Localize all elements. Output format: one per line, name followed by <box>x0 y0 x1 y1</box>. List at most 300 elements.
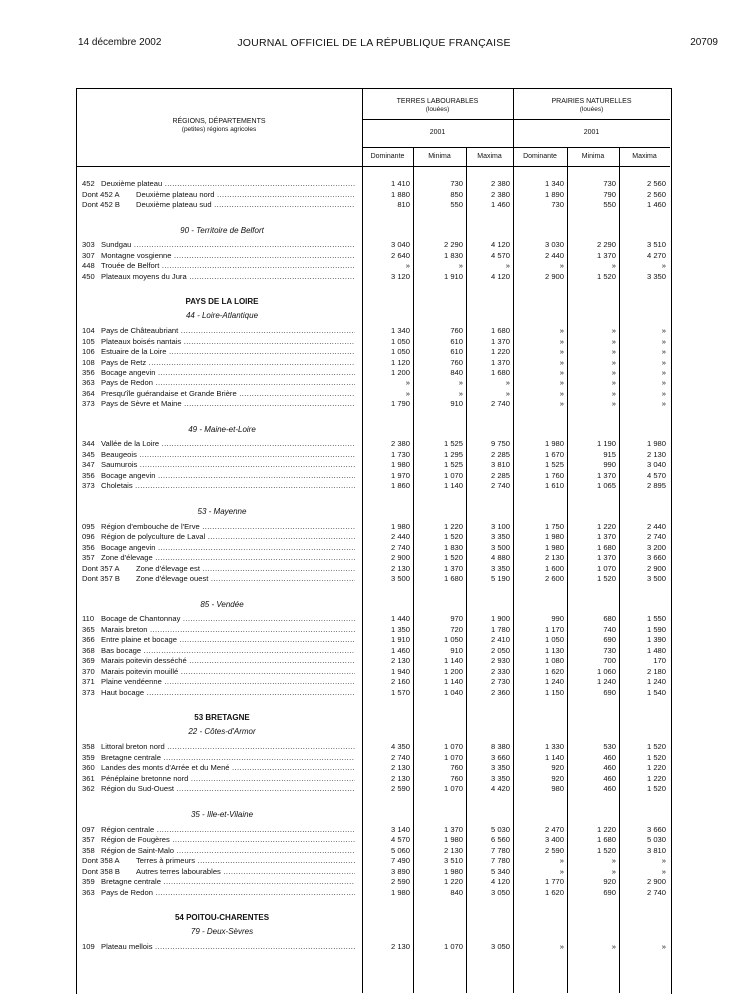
value-cell: 3 350 <box>490 564 510 573</box>
value-cell: » <box>661 389 666 398</box>
value-cell: 1 780 <box>490 625 510 634</box>
value-cell: 1 525 <box>443 460 463 469</box>
value-cell: 1 980 <box>544 439 564 448</box>
value-cell: 920 <box>551 774 564 783</box>
region-name: Marais poitevin mouillé ..... <box>101 667 355 676</box>
value-cell: » <box>505 389 510 398</box>
value-cell: 1 980 <box>390 522 410 531</box>
value-cell: 690 <box>603 635 616 644</box>
value-cell: 1 040 <box>443 688 463 697</box>
value-cell: 4 350 <box>390 742 410 751</box>
value-cell: 1 760 <box>544 471 564 480</box>
region-name: Région de polyculture de Laval ..... <box>101 532 355 541</box>
value-cell: 3 350 <box>490 532 510 541</box>
value-cell: » <box>611 337 616 346</box>
value-cell: 1 200 <box>390 368 410 377</box>
table-row <box>0 625 748 635</box>
region-name: Marais breton ..... <box>101 625 355 634</box>
department-heading: 85 - Vendée <box>200 600 244 609</box>
region-name: Estuaire de la Loire ..... <box>101 347 355 356</box>
region-name: Bocage angevin ..... <box>101 471 355 480</box>
value-cell: 3 100 <box>490 522 510 531</box>
value-cell: 2 900 <box>646 877 666 886</box>
department-heading: 90 - Territoire de Belfort <box>180 226 264 235</box>
value-cell: » <box>559 337 564 346</box>
value-cell: » <box>458 378 463 387</box>
table-row <box>0 942 748 952</box>
column-header-minima: Minima <box>428 153 451 160</box>
region-code: 360 <box>82 763 95 772</box>
table-row <box>0 543 748 553</box>
value-cell: 1 080 <box>544 656 564 665</box>
value-cell: 1 190 <box>596 439 616 448</box>
value-cell: 1 890 <box>544 190 564 199</box>
value-cell: 2 560 <box>646 190 666 199</box>
value-cell: 990 <box>603 460 616 469</box>
value-cell: » <box>611 347 616 356</box>
prairies-naturelles-header: PRAIRIES NATURELLES <box>551 98 632 105</box>
value-cell: 2 640 <box>390 251 410 260</box>
value-cell: 760 <box>450 763 463 772</box>
region-name: Bretagne centrale ..... <box>101 877 355 886</box>
region-code: 357 <box>82 553 95 562</box>
value-cell: 1 170 <box>544 625 564 634</box>
region-code: Dont 357 B <box>82 574 120 583</box>
region-name: Zone d'élevage est ..... <box>136 564 355 573</box>
value-cell: 3 200 <box>646 543 666 552</box>
table-row <box>0 646 748 656</box>
value-cell: 1 860 <box>390 481 410 490</box>
column-header-dominante: Dominante <box>370 153 405 160</box>
value-cell: 1 570 <box>390 688 410 697</box>
region-name: Bocage angevin ..... <box>101 368 355 377</box>
region-code: 095 <box>82 522 95 531</box>
region-code: 373 <box>82 688 95 697</box>
value-cell: 990 <box>551 614 564 623</box>
value-cell: 460 <box>603 774 616 783</box>
value-cell: 2 360 <box>490 688 510 697</box>
value-cell: » <box>611 399 616 408</box>
value-cell: 915 <box>603 450 616 459</box>
value-cell: 730 <box>450 179 463 188</box>
value-cell: 840 <box>450 888 463 897</box>
table-row <box>0 358 748 368</box>
value-cell: 760 <box>450 774 463 783</box>
value-cell: 2 900 <box>544 272 564 281</box>
region-code: 359 <box>82 753 95 762</box>
value-cell: » <box>611 856 616 865</box>
value-cell: 2 740 <box>390 543 410 552</box>
region-name: Pays de Sèvre et Maine ..... <box>101 399 355 408</box>
value-cell: 1 340 <box>390 326 410 335</box>
value-cell: 2 470 <box>544 825 564 834</box>
value-cell: 3 500 <box>646 574 666 583</box>
value-cell: 4 120 <box>490 877 510 886</box>
region-name: Choletais ..... <box>101 481 355 490</box>
value-cell: 1 050 <box>390 347 410 356</box>
value-cell: 2 180 <box>646 667 666 676</box>
value-cell: 1 980 <box>646 439 666 448</box>
value-cell: 4 120 <box>490 240 510 249</box>
table-row <box>0 200 748 210</box>
table-row <box>0 835 748 845</box>
region-name: Région centrale ..... <box>101 825 355 834</box>
table-row <box>0 877 748 887</box>
value-cell: » <box>661 261 666 270</box>
year-header: 2001 <box>583 129 600 136</box>
value-cell: » <box>661 942 666 951</box>
department-heading: 79 - Deux-Sèvres <box>190 927 254 936</box>
value-cell: 1 980 <box>443 835 463 844</box>
table-row <box>0 389 748 399</box>
region-name: Autres terres labourables ..... <box>136 867 355 876</box>
table-row <box>0 784 748 794</box>
value-cell: 1 140 <box>443 656 463 665</box>
value-cell: 3 500 <box>490 543 510 552</box>
region-code: 359 <box>82 877 95 886</box>
value-cell: 1 370 <box>443 825 463 834</box>
value-cell: 3 510 <box>443 856 463 865</box>
value-cell: 1 970 <box>390 471 410 480</box>
value-cell: 1 980 <box>443 867 463 876</box>
value-cell: » <box>559 389 564 398</box>
table-row <box>0 347 748 357</box>
table-row <box>0 856 748 866</box>
value-cell: 2 290 <box>443 240 463 249</box>
table-row <box>0 846 748 856</box>
value-cell: 3 350 <box>490 763 510 772</box>
value-cell: 1 070 <box>443 471 463 480</box>
value-cell: 1 520 <box>596 846 616 855</box>
value-cell: 1 390 <box>646 635 666 644</box>
region-name: Plateaux boisés nantais ..... <box>101 337 355 346</box>
value-cell: » <box>611 358 616 367</box>
value-cell: 1 520 <box>596 272 616 281</box>
table-row <box>0 574 748 584</box>
region-name: Littoral breton nord ..... <box>101 742 355 751</box>
value-cell: 550 <box>450 200 463 209</box>
region-heading: 54 POITOU-CHARENTES <box>174 913 270 922</box>
value-cell: 980 <box>551 784 564 793</box>
region-name: Deuxième plateau ..... <box>101 179 355 188</box>
table-row <box>0 656 748 666</box>
value-cell: 920 <box>551 763 564 772</box>
value-cell: 1 440 <box>390 614 410 623</box>
value-cell: 2 895 <box>646 481 666 490</box>
table-row <box>0 481 748 491</box>
column-header-dominante: Dominante <box>523 153 557 160</box>
value-cell: 1 790 <box>390 399 410 408</box>
value-cell: 700 <box>603 656 616 665</box>
region-code: 307 <box>82 251 95 260</box>
value-cell: 690 <box>603 888 616 897</box>
value-cell: » <box>559 358 564 367</box>
department-heading: 49 - Maine-et-Loire <box>188 425 256 434</box>
journal-title: JOURNAL OFFICIEL DE LA RÉPUBLIQUE FRANÇAISE <box>237 37 511 49</box>
value-cell: 4 420 <box>490 784 510 793</box>
value-cell: 740 <box>603 625 616 634</box>
value-cell: 1 220 <box>490 347 510 356</box>
value-cell: 170 <box>653 656 666 665</box>
value-cell: 3 890 <box>390 867 410 876</box>
region-code: 109 <box>82 942 95 951</box>
value-cell: 810 <box>397 200 410 209</box>
region-name: Pays de Châteaubriant ..... <box>101 326 355 335</box>
department-heading: 44 - Loire-Atlantique <box>185 311 259 320</box>
region-code: 448 <box>82 261 95 270</box>
value-cell: 3 810 <box>646 846 666 855</box>
value-cell: 2 440 <box>544 251 564 260</box>
region-code: 373 <box>82 399 95 408</box>
value-cell: 2 130 <box>646 450 666 459</box>
value-cell: » <box>559 378 564 387</box>
value-cell: » <box>661 378 666 387</box>
value-cell: 730 <box>603 646 616 655</box>
region-name: Deuxième plateau sud ..... <box>136 200 355 209</box>
value-cell: 3 140 <box>390 825 410 834</box>
value-cell: 1 610 <box>544 481 564 490</box>
value-cell: 1 770 <box>544 877 564 886</box>
value-cell: 3 040 <box>646 460 666 469</box>
region-code: Dont 358 B <box>82 867 120 876</box>
region-name: Landes des monts d'Arrée et du Mené ..... <box>101 763 355 772</box>
value-cell: 3 120 <box>390 272 410 281</box>
value-cell: 1 460 <box>646 200 666 209</box>
region-code: 105 <box>82 337 95 346</box>
value-cell: 1 980 <box>544 532 564 541</box>
region-code: 364 <box>82 389 95 398</box>
prairies-naturelles-subheader: (louées) <box>579 106 604 113</box>
table-row <box>0 753 748 763</box>
header-divider <box>362 147 670 148</box>
region-code: Dont 452 A <box>82 190 120 199</box>
value-cell: 1 220 <box>646 774 666 783</box>
region-code: Dont 357 A <box>82 564 120 573</box>
region-name: Région d'embouche de l'Erve ..... <box>101 522 355 531</box>
region-name: Pénéplaine bretonne nord ..... <box>101 774 355 783</box>
table-row <box>0 439 748 449</box>
value-cell: 4 570 <box>390 835 410 844</box>
value-cell: 1 370 <box>490 337 510 346</box>
value-cell: » <box>611 261 616 270</box>
region-name: Entre plaine et bocage ..... <box>101 635 355 644</box>
table-row <box>0 553 748 563</box>
table-row <box>0 471 748 481</box>
value-cell: 1 410 <box>390 179 410 188</box>
value-cell: 8 380 <box>490 742 510 751</box>
value-cell: 1 140 <box>443 481 463 490</box>
value-cell: » <box>405 378 410 387</box>
value-cell: 2 130 <box>544 553 564 562</box>
value-cell: » <box>661 326 666 335</box>
header-bottom-rule <box>76 166 670 167</box>
value-cell: 1 240 <box>646 677 666 686</box>
value-cell: 1 070 <box>443 742 463 751</box>
value-cell: 1 620 <box>544 667 564 676</box>
value-cell: 1 680 <box>490 326 510 335</box>
region-code: 303 <box>82 240 95 249</box>
value-cell: 2 440 <box>390 532 410 541</box>
value-cell: 1 240 <box>544 677 564 686</box>
value-cell: » <box>458 261 463 270</box>
region-name: Région du Sud-Ouest ..... <box>101 784 355 793</box>
value-cell: 550 <box>603 200 616 209</box>
table-row <box>0 251 748 261</box>
region-name: Zone d'élevage ouest ..... <box>136 574 355 583</box>
page-date: 14 décembre 2002 <box>78 37 162 48</box>
value-cell: 3 050 <box>490 888 510 897</box>
value-cell: 5 060 <box>390 846 410 855</box>
value-cell: 910 <box>450 399 463 408</box>
table-row <box>0 532 748 542</box>
value-cell: 2 050 <box>490 646 510 655</box>
value-cell: 690 <box>603 688 616 697</box>
table-row <box>0 742 748 752</box>
region-code: 450 <box>82 272 95 281</box>
region-name: Zone d'élevage ..... <box>101 553 355 562</box>
value-cell: » <box>559 867 564 876</box>
region-name: Plaine vendéenne ..... <box>101 677 355 686</box>
region-name: Terres à primeurs ..... <box>136 856 355 865</box>
value-cell: 3 350 <box>646 272 666 281</box>
value-cell: 4 270 <box>646 251 666 260</box>
value-cell: 1 900 <box>490 614 510 623</box>
value-cell: » <box>661 856 666 865</box>
value-cell: 1 140 <box>544 753 564 762</box>
region-code: 369 <box>82 656 95 665</box>
value-cell: 1 220 <box>443 522 463 531</box>
value-cell: 7 490 <box>390 856 410 865</box>
table-row <box>0 677 748 687</box>
value-cell: 1 350 <box>390 625 410 634</box>
value-cell: 5 340 <box>490 867 510 876</box>
value-cell: 4 120 <box>490 272 510 281</box>
value-cell: 1 070 <box>443 942 463 951</box>
region-code: 362 <box>82 784 95 793</box>
region-code: 368 <box>82 646 95 655</box>
value-cell: 1 370 <box>443 564 463 573</box>
value-cell: 460 <box>603 784 616 793</box>
value-cell: 3 660 <box>646 825 666 834</box>
value-cell: 730 <box>551 200 564 209</box>
value-cell: » <box>611 326 616 335</box>
terres-labourables-subheader: (louées) <box>425 106 450 113</box>
value-cell: 2 130 <box>390 763 410 772</box>
value-cell: » <box>505 261 510 270</box>
value-cell: 4 570 <box>490 251 510 260</box>
region-name: Montagne vosgienne ..... <box>101 251 355 260</box>
value-cell: 7 780 <box>490 856 510 865</box>
value-cell: » <box>559 942 564 951</box>
region-column-header: RÉGIONS, DÉPARTEMENTS <box>172 118 266 125</box>
value-cell: 1 680 <box>596 543 616 552</box>
value-cell: 2 740 <box>646 888 666 897</box>
region-code: 361 <box>82 774 95 783</box>
value-cell: 1 590 <box>646 625 666 634</box>
value-cell: 2 130 <box>443 846 463 855</box>
value-cell: 1 880 <box>390 190 410 199</box>
region-name: Bocage de Chantonnay ..... <box>101 614 355 623</box>
value-cell: 680 <box>603 614 616 623</box>
region-name: Plateaux moyens du Jura ..... <box>101 272 355 281</box>
value-cell: 1 200 <box>443 667 463 676</box>
region-code: 358 <box>82 846 95 855</box>
value-cell: 2 730 <box>490 677 510 686</box>
table-row <box>0 261 748 271</box>
value-cell: 2 380 <box>490 190 510 199</box>
value-cell: 2 410 <box>490 635 510 644</box>
value-cell: 1 330 <box>544 742 564 751</box>
value-cell: 1 680 <box>490 368 510 377</box>
value-cell: 790 <box>603 190 616 199</box>
region-name: Pays de Redon ..... <box>101 888 355 897</box>
value-cell: 2 590 <box>390 784 410 793</box>
region-name: Bas bocage ..... <box>101 646 355 655</box>
value-cell: 3 350 <box>490 774 510 783</box>
region-name: Région de Saint-Malo ..... <box>101 846 355 855</box>
header-divider <box>362 119 670 120</box>
region-code: 104 <box>82 326 95 335</box>
value-cell: 2 130 <box>390 942 410 951</box>
value-cell: » <box>611 368 616 377</box>
department-heading: 22 - Côtes-d'Armor <box>188 727 256 736</box>
region-code: 097 <box>82 825 95 834</box>
value-cell: 720 <box>450 625 463 634</box>
value-cell: » <box>661 337 666 346</box>
value-cell: » <box>611 942 616 951</box>
value-cell: 1 065 <box>596 481 616 490</box>
value-cell: 1 550 <box>646 614 666 623</box>
value-cell: 3 040 <box>390 240 410 249</box>
value-cell: 3 500 <box>390 574 410 583</box>
region-name: Beaugeois ..... <box>101 450 355 459</box>
value-cell: 2 130 <box>390 656 410 665</box>
table-row <box>0 825 748 835</box>
value-cell: 850 <box>450 190 463 199</box>
value-cell: 910 <box>450 646 463 655</box>
region-code: 371 <box>82 677 95 686</box>
value-cell: 2 380 <box>390 439 410 448</box>
value-cell: 1 370 <box>596 251 616 260</box>
value-cell: » <box>405 261 410 270</box>
value-cell: 1 295 <box>443 450 463 459</box>
region-code: 358 <box>82 742 95 751</box>
region-name: Vallée de la Loire ..... <box>101 439 355 448</box>
value-cell: 1 525 <box>544 460 564 469</box>
value-cell: » <box>661 399 666 408</box>
region-code: 108 <box>82 358 95 367</box>
region-code: 356 <box>82 471 95 480</box>
value-cell: » <box>559 261 564 270</box>
region-code: Dont 452 B <box>82 200 120 209</box>
value-cell: 5 030 <box>490 825 510 834</box>
table-row <box>0 368 748 378</box>
value-cell: 1 910 <box>443 272 463 281</box>
region-code: 366 <box>82 635 95 644</box>
value-cell: » <box>559 347 564 356</box>
table-row <box>0 635 748 645</box>
value-cell: 610 <box>450 347 463 356</box>
value-cell: 1 520 <box>443 553 463 562</box>
region-code: 106 <box>82 347 95 356</box>
value-cell: 4 880 <box>490 553 510 562</box>
value-cell: 2 560 <box>646 179 666 188</box>
region-name: Trouée de Belfort ..... <box>101 261 355 270</box>
value-cell: 2 900 <box>646 564 666 573</box>
value-cell: 1 130 <box>544 646 564 655</box>
table-row <box>0 763 748 773</box>
value-cell: 4 570 <box>646 471 666 480</box>
